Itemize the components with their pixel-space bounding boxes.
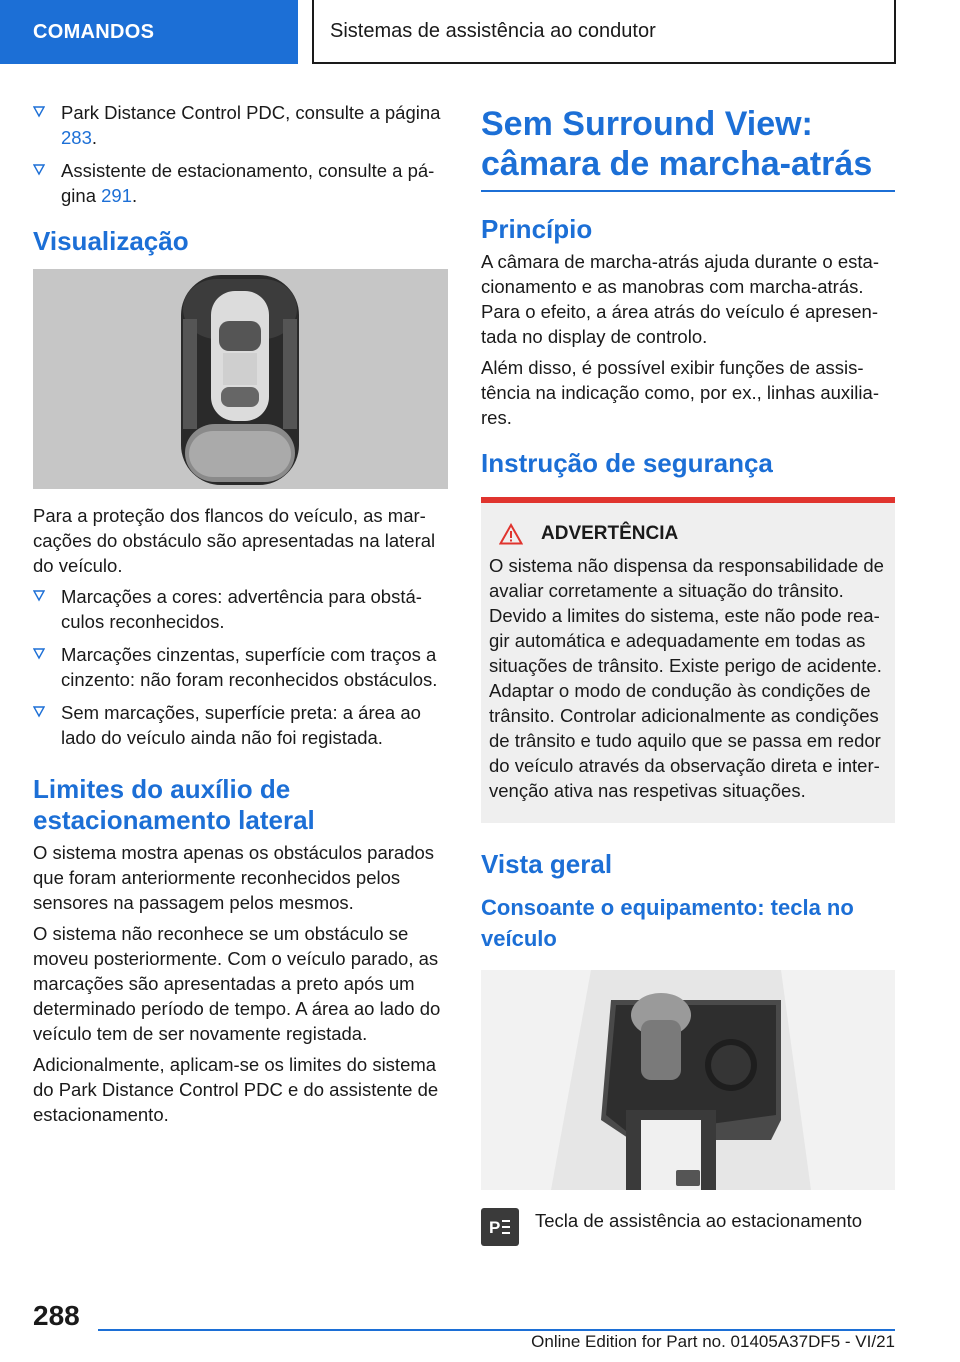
paragraph: O sistema não reconhece se um obstáculo se moveu posteriormente. Com o veículo parado, as marcações são apresentadas a preto após um determinado período de tempo. A área ao lado do veículo tem de ser novamente registada. <box>33 923 441 1044</box>
center-console-icon <box>481 970 895 1190</box>
warning-text: O sistema não dispensa da responsabilidade de avaliar corretamente a situação do trânsito. Devido a limites do sistema, este não pode reagir automática e adequadamente em todas as situações de trânsito. Existe perigo de acidente. Adaptar o modo de condução às condições de trânsito. Controlar adicionalmente as condições de trânsito e tudo aquilo que se passa em redor do veículo através da observação direta e intervenção ativa nas respetivas situações. <box>489 555 884 801</box>
paragraph: Adicionalmente, aplicam-se os limites do sistema do Park Distance Control PDC e do assistente de estacionamento. <box>33 1054 439 1125</box>
parking-assist-key-icon <box>481 1208 519 1246</box>
list-item: Park Distance Control PDC, consulte a página 283. <box>33 100 448 150</box>
console-button-illustration <box>481 970 895 1190</box>
bullet-triangle-icon <box>33 106 45 118</box>
car-topview-icon <box>33 269 448 489</box>
paragraph: O sistema mostra apenas os obstáculos parados que foram anteriormente reconhecidos pelos sensores na passagem pelos mesmos. <box>33 842 435 913</box>
heading-divider <box>481 190 895 192</box>
svg-text:P: P <box>489 1218 501 1237</box>
chapter-heading: Sem Surround View: câmara de marcha-atrás <box>481 105 873 183</box>
bullet-triangle-icon <box>33 648 45 660</box>
section-tab <box>0 0 298 64</box>
section-heading-limits: Limites do auxílio de estacionamento lateral <box>33 774 315 835</box>
paragraph: A câmara de marcha-atrás ajuda durante o estacionamento e as manobras com marcha-atrás. Para o efeito, a área atrás do veículo é apresentada no display de controlo. <box>481 251 879 347</box>
section-heading-principle: Princípio <box>481 214 593 244</box>
key-legend <box>481 1208 895 1246</box>
warning-box <box>481 497 895 823</box>
warning-triangle-icon <box>499 523 523 545</box>
chapter-label: Sistemas de assistência ao condutor <box>330 19 656 42</box>
page-link-283[interactable]: 283 <box>61 127 92 148</box>
list-item: Marcações a cores: advertência para obstáculos reconhecidos. <box>33 584 448 634</box>
section-heading-visualization: Visualização <box>33 226 189 256</box>
parking-view-illustration <box>33 269 448 489</box>
section-heading-overview: Vista geral <box>481 849 613 879</box>
page-link-291[interactable]: 291 <box>101 185 132 206</box>
warning-header <box>489 523 889 545</box>
chapter-tab <box>312 0 896 64</box>
bullet-triangle-icon <box>33 706 45 718</box>
page-number: 288 <box>33 1300 80 1331</box>
footer-divider <box>98 1329 895 1331</box>
key-caption: Tecla de assistência ao estacionamento <box>535 1210 863 1231</box>
subsection-heading-equipment: Consoante o equipamento: tecla no veículo <box>481 895 854 951</box>
paragraph: Além disso, é possível exibir funções de assistência na indicação como, por ex., linhas auxiliares. <box>481 357 879 428</box>
list-item: Assistente de estacionamento, consulte a página 291. <box>33 158 448 208</box>
warning-label: ADVERTÊNCIA <box>541 523 679 544</box>
list-item: Sem marcações, superfície preta: a área ao lado do veículo ainda não foi registada. <box>33 700 448 750</box>
section-heading-safety: Instrução de segurança <box>481 448 773 478</box>
edition-footer: Online Edition for Part no. 01405A37DF5 - VI/21 <box>531 1332 895 1351</box>
right-column <box>481 104 895 1246</box>
bullet-triangle-icon <box>33 590 45 602</box>
bullet-triangle-icon <box>33 164 45 176</box>
list-item: Marcações cinzentas, superfície com traços a cinzento: não foram reconhecidos obstáculos. <box>33 642 448 692</box>
left-column <box>33 100 448 1133</box>
paragraph: Para a proteção dos flancos do veículo, as marcações do obstáculo são apresentadas na lateral do veículo. <box>33 505 436 576</box>
section-label: COMANDOS <box>33 20 155 43</box>
